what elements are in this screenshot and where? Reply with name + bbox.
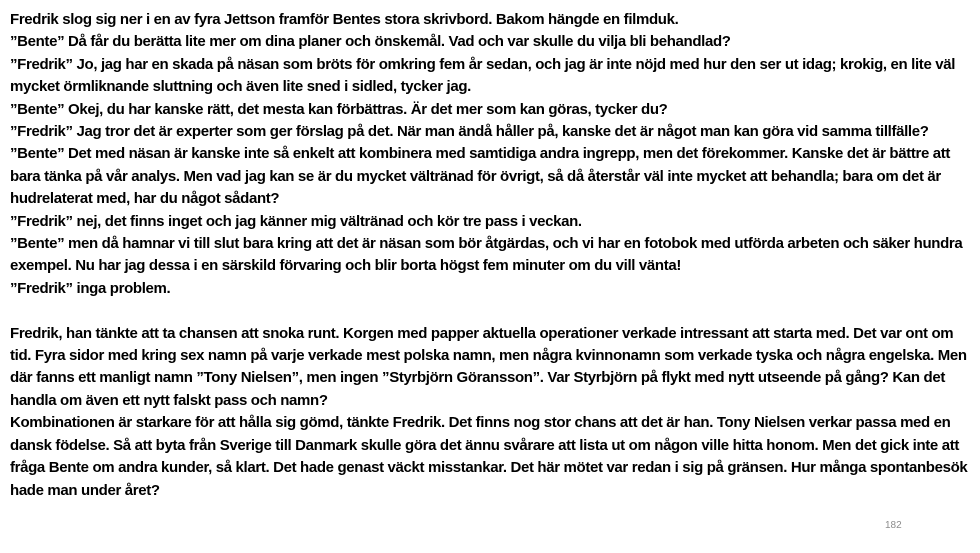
paragraph-6: ”Bente” Det med näsan är kanske inte så enkelt att kombinera med samtidiga andra ingrepp, men det förekommer. Kanske det är bättre att bara tänka på vår analys. Men vad jag kan se är du mycket vältränad för övrigt, så då återstår väl inte mycket att behandla; bara om det är hudrelaterat med, har du något sådant? [10,145,951,208]
paragraph-2: ”Bente” Då får du berätta lite mer om dina planer och önskemål. Vad och var skulle du vilja bli behandlad? [10,33,731,51]
paragraph-9: ”Fredrik” inga problem. [10,279,171,297]
page-number: 182 [885,520,902,531]
paragraph-5: ”Fredrik” Jag tror det är experter som ger förslag på det. När man ändå håller på, kanske det är något man kan göra vid samma tillfälle? [10,123,929,141]
paragraph-8: ”Bente” men då hamnar vi till slut bara kring att det är näsan som bör åtgärdas, och vi har en fotobok med utförda arbeten och säker hundra exempel. Nu har jag dessa i en särskild förvaring och blir borta högst fem minuter om du vill vänta! [10,235,963,275]
paragraph-11: Kombinationen är starkare för att hålla sig gömd, tänkte Fredrik. Det finns nog stor chans att det är han. Tony Nielsen verkar passa med en dansk födelse. Så att byta från Sverige till Danmark skulle göra det ännu svårare att lista ut om någon ville hitta honom. Men det gick inte att fråga Bente om andra kunder, så klart. Det hade genast väckt misstankar. Det här mötet var redan i sig på gränsen. Hur många spontanbesök hade man under året? [10,414,968,499]
paragraph-7: ”Fredrik” nej, det finns inget och jag känner mig vältränad och kör tre pass i veckan. [10,212,582,230]
paragraph-1: Fredrik slog sig ner i en av fyra Jettson framför Bentes stora skrivbord. Bakom hängde en filmduk. [10,11,679,28]
paragraph-3: ”Fredrik” Jo, jag har en skada på näsan som bröts för omkring fem år sedan, och jag är inte nöjd med hur den ser ut idag; krokig, en lite väl mycket örmliknande sluttning och även lite sned i sidled, tycker jag. [10,55,956,96]
document-body [10,9,972,502]
blank-line [10,300,972,322]
paragraph-10: Fredrik, han tänkte att ta chansen att snoka runt. Korgen med papper aktuella operationer verkade intressant att starta med. Det var ont om tid. Fyra sidor med kring sex namn på varje verkade mest polska namn, men några kvinnonamn som verkade tyska och några engelska. Men där fanns ett manligt namn ”Tony Nielsen”, men ingen ”Styrbjörn Göransson”. Var Styrbjörn på flykt med nytt utseende på gång? Kan det handla om även ett nytt falskt pass och namn? [10,324,967,409]
paragraph-4: ”Bente” Okej, du har kanske rätt, det mesta kan förbättras. Är det mer som kan göras, tycker du? [10,100,668,118]
